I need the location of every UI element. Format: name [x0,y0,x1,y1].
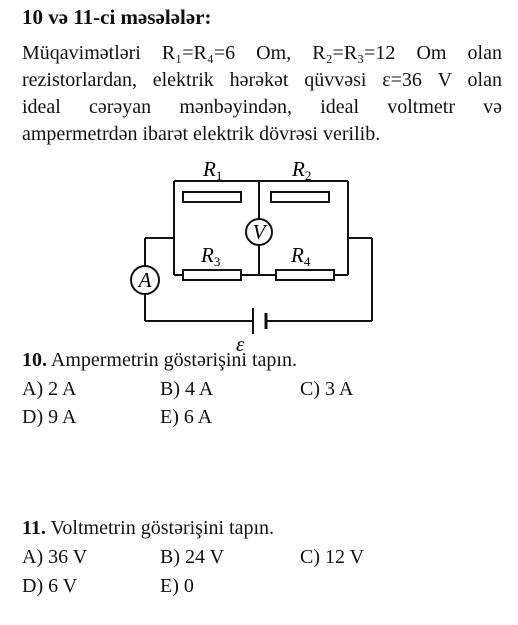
label-r4: R4 [291,243,311,269]
problem-line-4: ampermetrdən ibarət elektrik dövrəsi verilib. [22,123,381,145]
q11-option-c: C) 12 V [300,546,365,568]
question-10-text: Ampermetrin göstərişini tapın. [47,349,297,371]
page-title: 10 və 11-ci məsələlər: [22,5,212,29]
label-r1: R1 [203,157,223,183]
question-11-text: Voltmetrin göstərişini tapın. [45,517,275,539]
ammeter-label: A [138,268,152,292]
q10-option-d: D) 9 A [22,406,77,428]
question-10 [22,349,297,372]
problem-line-3: ideal cərəyan mənbəyindən, ideal voltmetr və [22,96,502,118]
q10-option-e: E) 6 A [160,406,213,428]
problem-line-1: Müqavimətləri R₁=R₄=6 Om, R₂=R₃=12 Om olan [22,42,502,64]
label-r3: R3 [201,243,221,269]
label-r2: R2 [292,157,312,183]
q11-option-d: D) 6 V [22,575,78,597]
resistor-r4 [276,270,334,280]
voltmeter-label: V [252,220,266,244]
resistor-r3 [183,270,241,280]
resistor-r2 [271,192,329,202]
problem-line-2: rezistorlardan, elektrik hərəkət qüvvəsi ε=36 V olan [22,69,502,91]
q11-option-a: A) 36 V [22,546,88,568]
q10-option-b: B) 4 A [160,378,214,400]
q11-option-b: B) 24 V [160,546,225,568]
question-11 [22,517,274,540]
resistor-r1 [183,192,241,202]
q10-option-a: A) 2 A [22,378,77,400]
q11-option-e: E) 0 [160,575,194,597]
q10-option-c: C) 3 A [300,378,354,400]
question-11-number: 11. [22,517,46,539]
emf-label: ε [236,332,245,356]
question-10-number: 10. [22,349,47,371]
